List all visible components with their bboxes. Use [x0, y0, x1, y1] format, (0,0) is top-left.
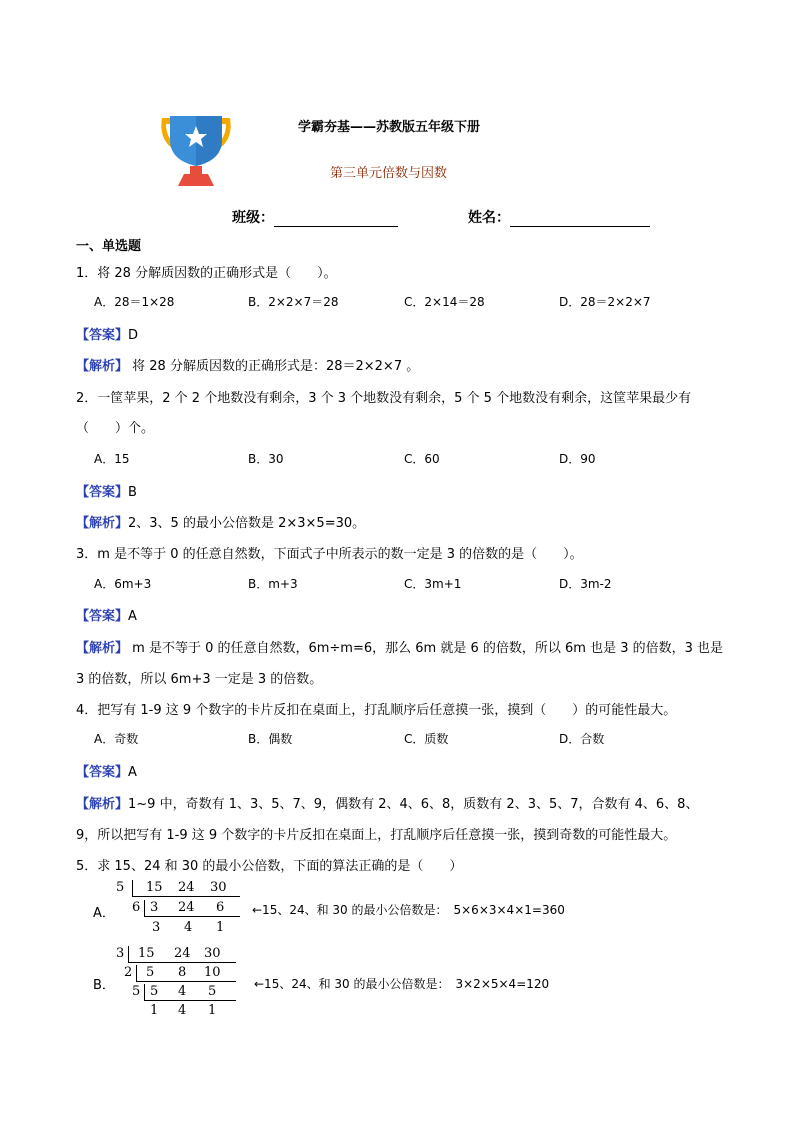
question-2-analysis — [76, 512, 365, 531]
division-bracket — [128, 946, 129, 962]
division-line — [136, 981, 236, 982]
question-1-option-c: C．2×14＝28 — [404, 295, 485, 309]
class-label: 班级： — [232, 210, 274, 226]
division-line — [144, 916, 240, 917]
class-field — [232, 207, 398, 227]
division-line — [144, 1000, 236, 1001]
question-2-answer — [76, 481, 137, 500]
trophy-logo — [152, 112, 240, 188]
cell: 4 — [178, 984, 187, 999]
question-4-option-a: A．奇数 — [94, 732, 139, 746]
analysis-tag: 【解析】 — [76, 797, 129, 812]
section-heading: 一、单选题 — [76, 239, 142, 254]
question-2-option-d: D．90 — [559, 452, 596, 466]
division-bracket — [136, 965, 137, 981]
cell: 15 — [146, 880, 163, 895]
analysis-text: 1~9 中，奇数有 1、3、5、7、9，偶数有 2、4、6、8，质数有 2、3、5、7，合数有 4、6、8、 — [128, 797, 699, 812]
name-field — [468, 207, 650, 227]
answer-tag: 【答案】 — [76, 328, 129, 343]
divisor: 2 — [124, 965, 133, 980]
cell: 5 — [208, 984, 217, 999]
question-1-option-a: A．28＝1×28 — [94, 295, 175, 309]
option-a-note: ←15、24、和 30 的最小公倍数是： 5×6×3×4×1=360 — [252, 903, 565, 917]
option-b-note: ←15、24、和 30 的最小公倍数是： 3×2×5×4=120 — [254, 977, 550, 991]
answer-value: B — [128, 485, 137, 500]
question-4-analysis — [76, 793, 698, 812]
divisor: 5 — [116, 880, 125, 895]
question-3-option-b: B．m+3 — [248, 577, 298, 591]
cell: 15 — [138, 946, 155, 961]
question-4-answer — [76, 761, 137, 780]
class-blank[interactable] — [274, 212, 398, 227]
cell: 24 — [174, 946, 191, 961]
question-5-stem: 5．求 15、24 和 30 的最小公倍数，下面的算法正确的是（ ） — [76, 859, 463, 874]
division-line — [128, 962, 236, 963]
question-3-stem: 3．m 是不等于 0 的任意自然数，下面式子中所表示的数一定是 3 的倍数的是（ ）。 — [76, 547, 583, 562]
cell: 30 — [204, 946, 221, 961]
option-b-short-division — [112, 944, 252, 1024]
answer-tag: 【答案】 — [76, 765, 129, 780]
question-2-option-c: C．60 — [404, 452, 440, 466]
analysis-text: 将 28 分解质因数的正确形式是：28＝2×2×7 。 — [128, 359, 420, 374]
cell: 1 — [208, 1003, 217, 1018]
question-4-stem: 4．把写有 1-9 这 9 个数字的卡片反扣在桌面上，打乱顺序后任意摸一张，摸到（ ）的可能性最大。 — [76, 703, 677, 718]
name-label: 姓名： — [468, 210, 510, 226]
cell: 1 — [216, 920, 225, 935]
answer-value: D — [128, 328, 139, 343]
question-1-stem: 1．将 28 分解质因数的正确形式是（ ）。 — [76, 266, 337, 281]
cell: 24 — [178, 900, 195, 915]
document-title: 学霸夯基——苏教版五年级下册 — [298, 120, 481, 135]
question-4-analysis-cont: 9，所以把写有 1-9 这 9 个数字的卡片反扣在桌面上，打乱顺序后任意摸一张，摸到奇数的可能性最大。 — [76, 828, 677, 843]
analysis-text: m 是不等于 0 的任意自然数，6m÷m=6，那么 6m 就是 6 的倍数，所以 6m 也是 3 的倍数，3 也是 — [128, 641, 724, 656]
analysis-tag: 【解析】 — [76, 516, 129, 531]
question-2-stem-cont: （ ）个。 — [76, 421, 155, 436]
question-1-option-b: B．2×2×7＝28 — [248, 295, 339, 309]
question-5-option-a-label: A． — [93, 906, 115, 921]
cell: 8 — [178, 965, 187, 980]
document-subtitle: 第三单元倍数与因数 — [330, 166, 448, 181]
divisor: 5 — [132, 984, 141, 999]
question-3-option-c: C．3m+1 — [404, 577, 462, 591]
cell: 3 — [150, 900, 159, 915]
question-4-option-c: C．质数 — [404, 732, 449, 746]
cell: 6 — [216, 900, 225, 915]
question-5-option-b-label: B． — [93, 978, 115, 993]
answer-tag: 【答案】 — [76, 485, 129, 500]
cell: 30 — [210, 880, 227, 895]
question-3-analysis — [76, 637, 723, 656]
divisor: 6 — [132, 900, 141, 915]
analysis-tag: 【解析】 — [76, 641, 129, 656]
cell: 5 — [146, 965, 155, 980]
answer-value: A — [128, 765, 137, 780]
name-blank[interactable] — [510, 212, 650, 227]
cell: 4 — [178, 1003, 187, 1018]
cell: 1 — [150, 1003, 159, 1018]
question-1-analysis — [76, 355, 419, 374]
answer-tag: 【答案】 — [76, 609, 129, 624]
answer-value: A — [128, 609, 137, 624]
cell: 5 — [150, 984, 159, 999]
question-3-answer — [76, 605, 137, 624]
cell: 4 — [184, 920, 193, 935]
division-bracket — [132, 880, 133, 896]
analysis-text: 2、3、5 的最小公倍数是 2×3×5=30。 — [128, 516, 366, 531]
question-3-option-d: D．3m-2 — [559, 577, 612, 591]
division-line — [132, 896, 240, 897]
question-2-option-b: B．30 — [248, 452, 284, 466]
question-1-answer — [76, 324, 138, 343]
cell: 10 — [204, 965, 221, 980]
question-2-option-a: A．15 — [94, 452, 130, 466]
analysis-tag: 【解析】 — [76, 359, 129, 374]
division-bracket — [144, 984, 145, 1000]
division-bracket — [144, 900, 145, 916]
cell: 24 — [178, 880, 195, 895]
question-1-option-d: D．28＝2×2×7 — [559, 295, 651, 309]
question-2-stem: 2．一筐苹果，2 个 2 个地数没有剩余，3 个 3 个地数没有剩余，5 个 5 个地数没有剩余，这筐苹果最少有 — [76, 391, 692, 406]
question-3-analysis-cont: 3 的倍数，所以 6m+3 一定是 3 的倍数。 — [76, 672, 323, 687]
option-a-short-division — [112, 878, 252, 938]
cell: 3 — [152, 920, 161, 935]
question-3-option-a: A．6m+3 — [94, 577, 152, 591]
question-4-option-d: D．合数 — [559, 732, 605, 746]
question-4-option-b: B．偶数 — [248, 732, 293, 746]
divisor: 3 — [116, 946, 125, 961]
